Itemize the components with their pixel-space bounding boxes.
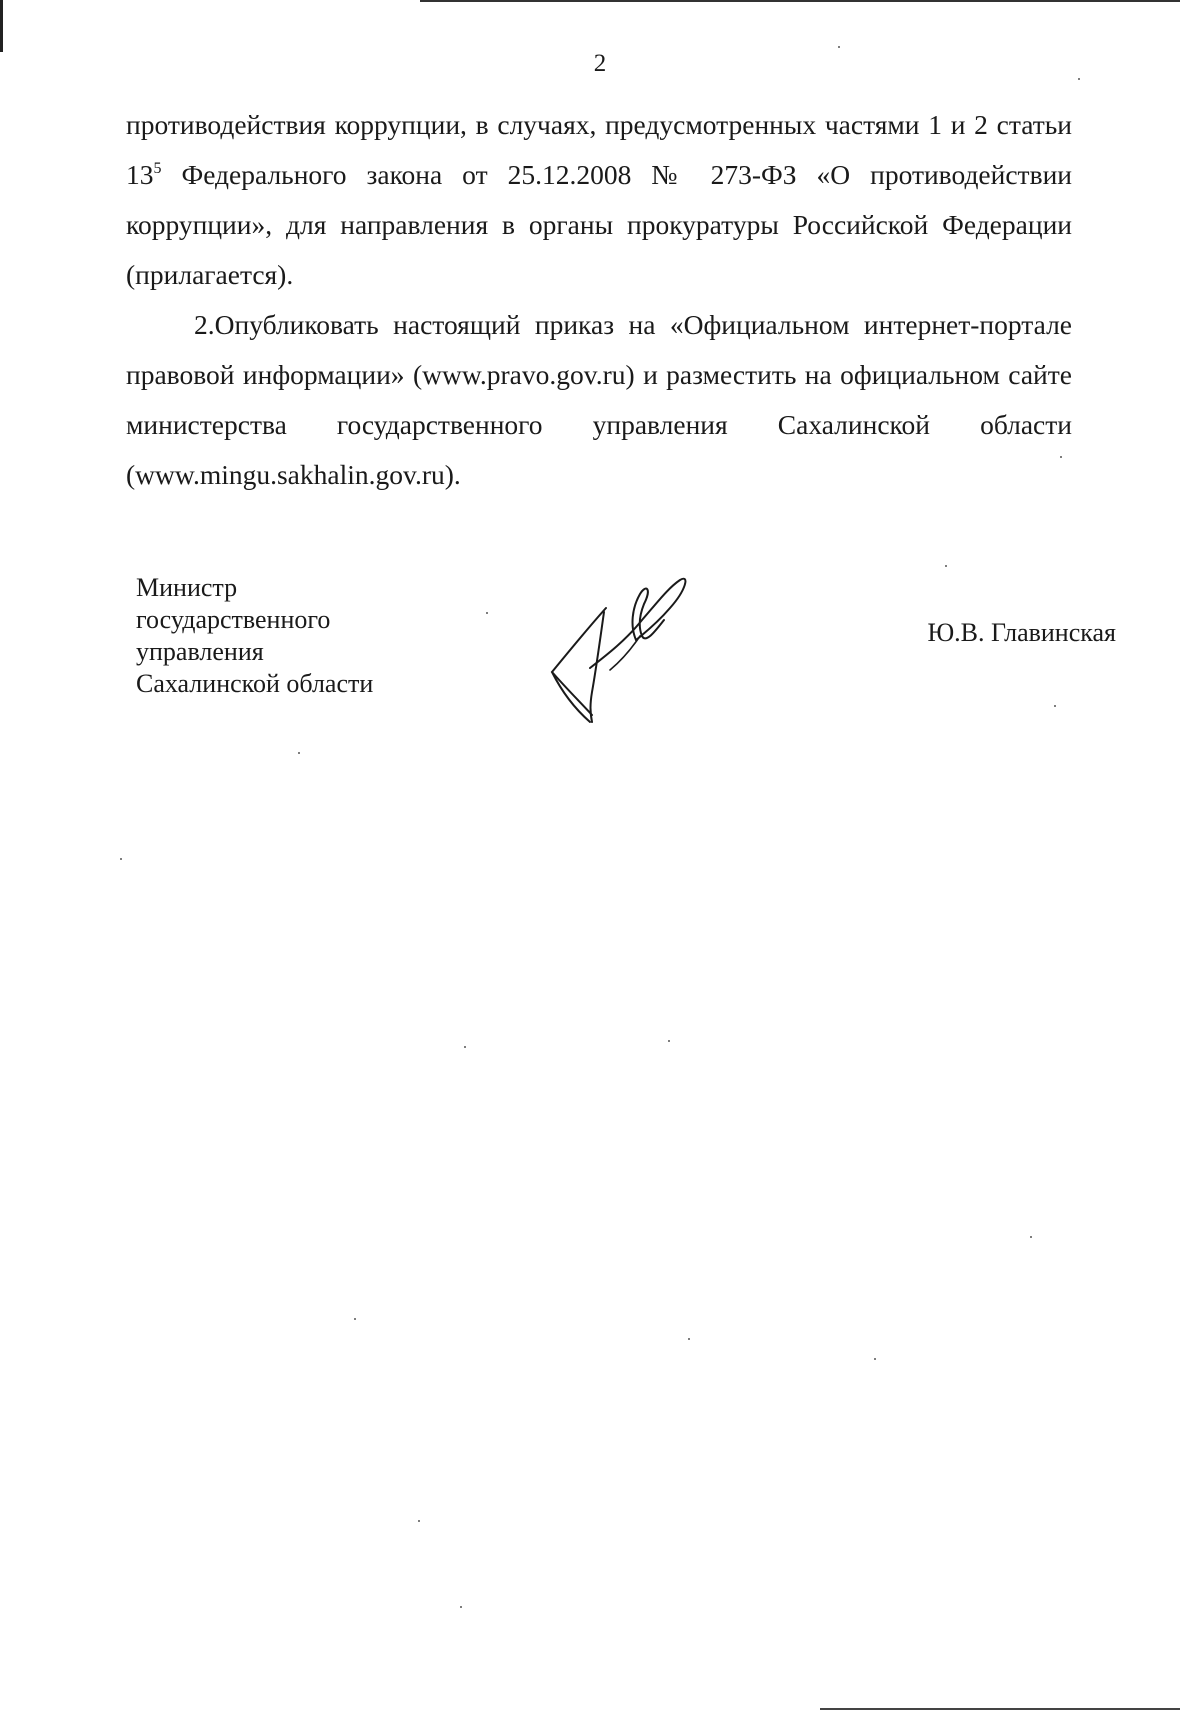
signatory-title-block [136, 572, 373, 700]
scan-edge-top [420, 0, 1180, 2]
paragraph-1 [126, 100, 1072, 300]
paragraph-1-text-start: противодействия коррупции, в случаях, предусмотренных частями 1 и 2 статьи 13 [126, 109, 1072, 190]
signatory-title-line: государственного [136, 605, 331, 634]
page-number: 2 [593, 50, 607, 77]
signatory-title-line: управления [136, 637, 264, 666]
superscript-article-number: 5 [153, 160, 162, 177]
handwritten-signature [540, 570, 720, 750]
paragraph-1-text-end: Федерального закона от 25.12.2008 № 273-ФЗ «О противодействии коррупции», для направления в органы прокуратуры Российской Федерации (прилагается). [126, 159, 1072, 290]
scan-edge-bottom [820, 1708, 1180, 1710]
signatory-title-line: Сахалинской области [136, 669, 374, 698]
scan-edge-left [0, 0, 3, 52]
document-body [126, 100, 1072, 500]
paragraph-2: 2.Опубликовать настоящий приказ на «Официальном интернет-портале правовой информации» (www.pravo.gov.ru) и разместить на официальном сайте министерства государственного управления Сахалинской области (www.mingu.sakhalin.gov.ru). [126, 309, 1072, 490]
signatory-title-line: Министр [136, 573, 238, 602]
signatory-name: Ю.В. Главинская [927, 618, 1116, 647]
